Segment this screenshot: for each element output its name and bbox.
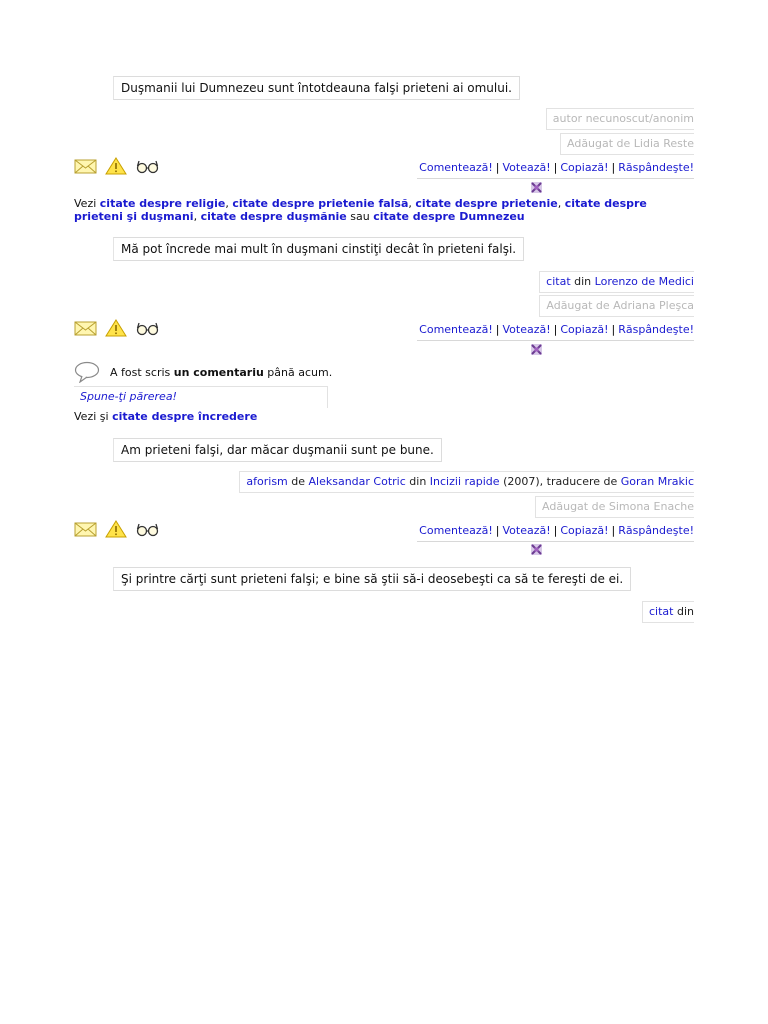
comment-link[interactable]: Comentează! <box>419 161 493 174</box>
share-widget-icon[interactable] <box>531 182 542 193</box>
vote-link[interactable]: Votează! <box>502 161 551 174</box>
quote-icons <box>74 157 160 175</box>
vote-link[interactable]: Votează! <box>502 323 551 336</box>
share-widget-icon[interactable] <box>531 344 542 355</box>
share-widget-icon[interactable] <box>531 544 542 555</box>
quote-source: aforism de Aleksandar Cotric din Incizii rapide (2007), traducere de Goran Mrakic <box>239 471 694 493</box>
copy-link[interactable]: Copiază! <box>560 524 609 537</box>
envelope-icon[interactable] <box>74 319 98 337</box>
quote-actions: Comentează! | Votează! | Copiază! | Răspândeşte! <box>417 321 694 341</box>
see-also-link[interactable]: citate despre încredere <box>112 410 258 423</box>
see-also-link[interactable]: citate despre religie <box>99 197 226 210</box>
glasses-icon[interactable] <box>136 157 160 175</box>
share-link[interactable]: Răspândeşte! <box>618 323 694 336</box>
comment-count: un comentariu <box>173 365 264 379</box>
warning-icon[interactable] <box>105 520 129 538</box>
quote-icons <box>74 520 160 538</box>
comment-link[interactable]: Comentează! <box>419 524 493 537</box>
speech-bubble-icon <box>74 361 100 383</box>
leave-comment-link[interactable]: Spune-ţi părerea! <box>74 386 328 408</box>
work-link[interactable]: Incizii rapide <box>429 475 500 488</box>
quote-added-by: Adăugat de Adriana Pleşca <box>539 295 694 317</box>
comment-link[interactable]: Comentează! <box>419 323 493 336</box>
comment-count-row: A fost scris un comentariu până acum. <box>74 361 332 383</box>
quote-actions: Comentează! | Votează! | Copiază! | Răspândeşte! <box>417 159 694 179</box>
see-also-link[interactable]: citate despre Dumnezeu <box>373 210 525 223</box>
quote-icons <box>74 319 160 337</box>
quote-text: Şi printre cărţi sunt prieteni falşi; e bine să ştii să-i deosebeşti ca să te fereşti de ei. <box>113 567 631 591</box>
quote-actions: Comentează! | Votează! | Copiază! | Răspândeşte! <box>417 522 694 542</box>
glasses-icon[interactable] <box>136 520 160 538</box>
quote-source: autor necunoscut/anonim <box>546 108 694 130</box>
copy-link[interactable]: Copiază! <box>560 161 609 174</box>
envelope-icon[interactable] <box>74 157 98 175</box>
glasses-icon[interactable] <box>136 319 160 337</box>
warning-icon[interactable] <box>105 157 129 175</box>
quote-source: citat din <box>642 601 694 623</box>
vote-link[interactable]: Votează! <box>502 524 551 537</box>
see-also-link[interactable]: citate despre prietenie <box>415 197 558 210</box>
see-also-link[interactable]: citate despre duşmănie <box>200 210 347 223</box>
see-also: Vezi şi citate despre încredere <box>74 410 258 423</box>
source-type-link[interactable]: citat <box>649 605 674 618</box>
see-also-link[interactable]: citate despre prietenie falsă <box>232 197 409 210</box>
author-link[interactable]: Aleksandar Cotric <box>308 475 406 488</box>
author-link[interactable]: Lorenzo de Medici <box>594 275 694 288</box>
envelope-icon[interactable] <box>74 520 98 538</box>
quote-text: Mă pot încrede mai mult în duşmani cinstiţi decât în prieteni falşi. <box>113 237 524 261</box>
quote-added-by: Adăugat de Lidia Reste <box>560 133 694 155</box>
see-also-link[interactable]: citate despre prieteni şi duşmani <box>74 197 647 223</box>
quote-added-by: Adăugat de Simona Enache <box>535 496 694 518</box>
quote-text: Duşmanii lui Dumnezeu sunt întotdeauna falşi prieteni ai omului. <box>113 76 520 100</box>
share-link[interactable]: Răspândeşte! <box>618 161 694 174</box>
copy-link[interactable]: Copiază! <box>560 323 609 336</box>
source-type-link[interactable]: aforism <box>246 475 288 488</box>
quote-source: citat din Lorenzo de Medici <box>539 271 694 293</box>
quote-text: Am prieteni falşi, dar măcar duşmanii sunt pe bune. <box>113 438 442 462</box>
warning-icon[interactable] <box>105 319 129 337</box>
source-type-link[interactable]: citat <box>546 275 571 288</box>
see-also: Vezi citate despre religie, citate despre prietenie falsă, citate despre prietenie, citate despre prieteni şi duşmani, citate despre duşmănie sau citate despre Dumnezeu <box>74 197 647 223</box>
share-link[interactable]: Răspândeşte! <box>618 524 694 537</box>
translator-link[interactable]: Goran Mrakic <box>620 475 694 488</box>
